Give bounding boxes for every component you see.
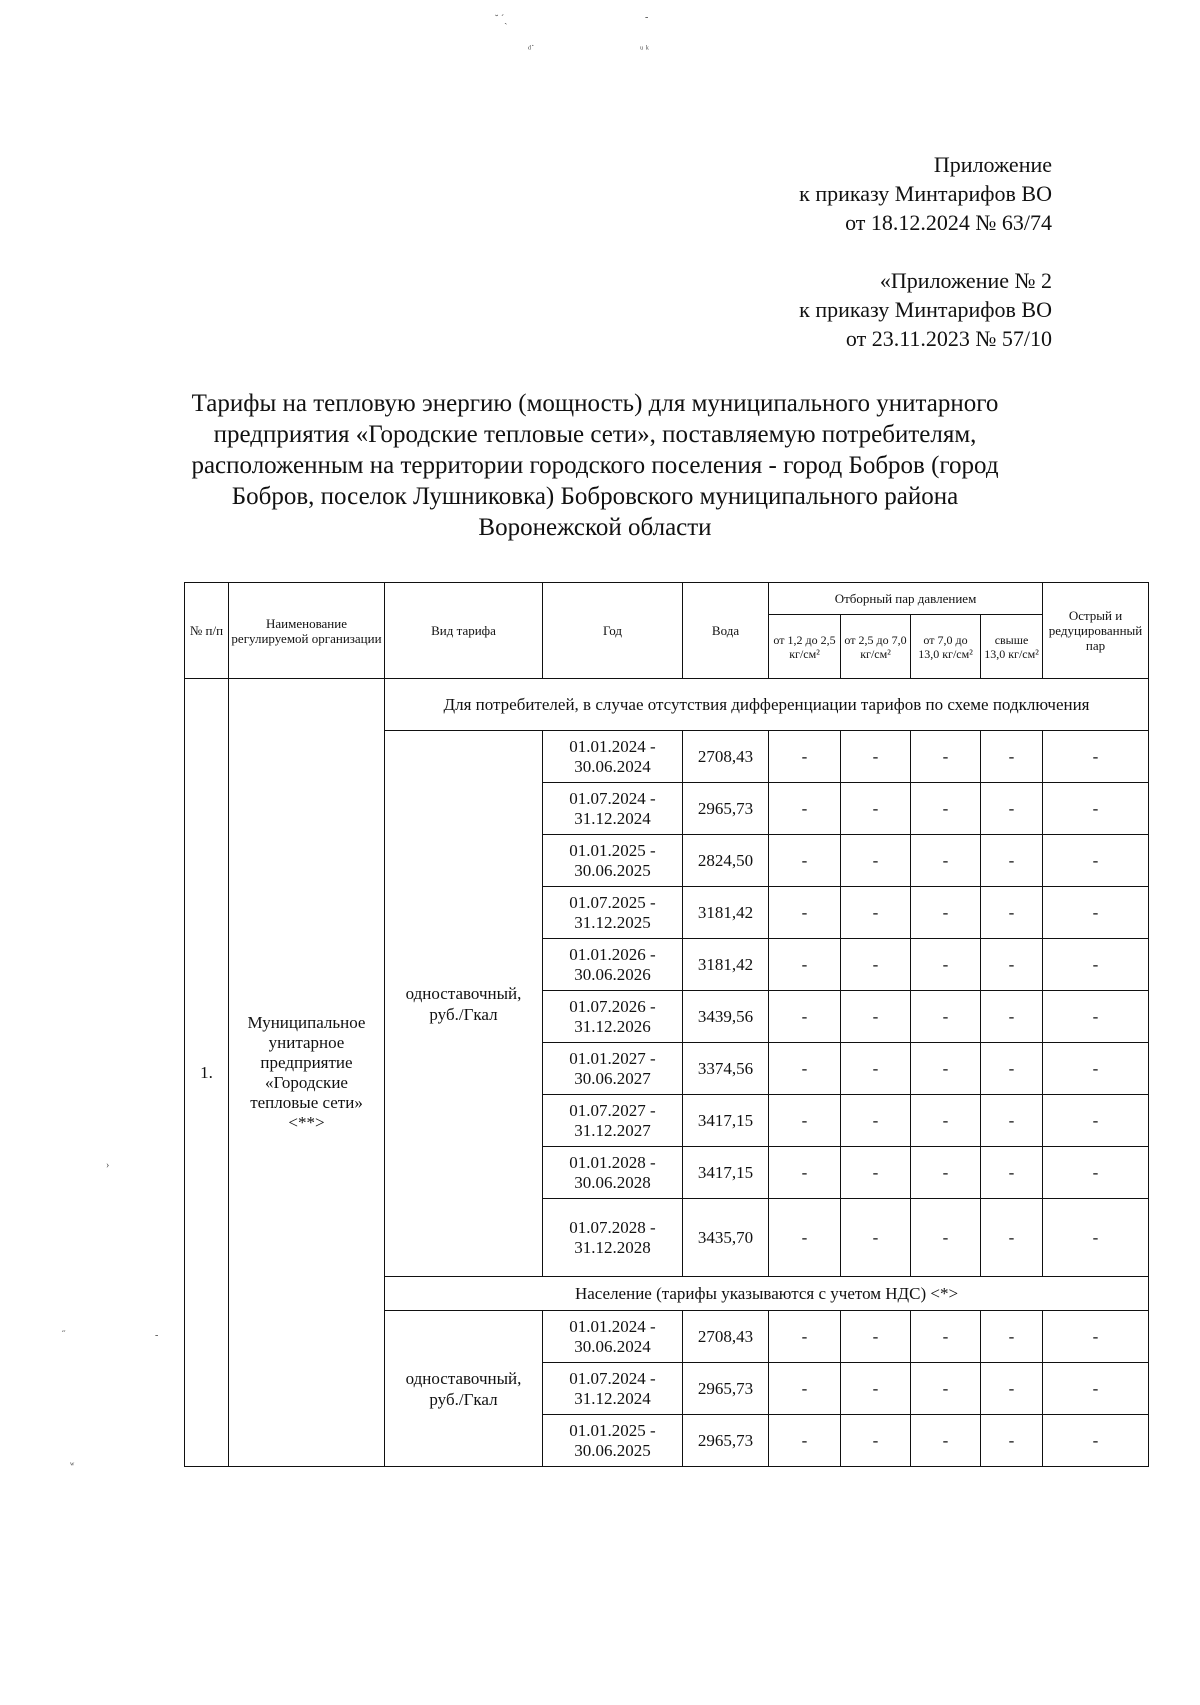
dash-cell: -	[769, 1147, 841, 1199]
water-value: 3435,70	[683, 1199, 769, 1277]
dash-cell: -	[911, 1415, 981, 1467]
header-line: «Приложение № 2	[879, 268, 1052, 293]
title-line: расположенным на территории городского поселения - город Бобров (город	[191, 452, 999, 479]
water-value: 3181,42	[683, 887, 769, 939]
dash-cell: -	[911, 887, 981, 939]
dash-cell: -	[1043, 1147, 1149, 1199]
dash-cell: -	[841, 1363, 911, 1415]
dash-cell: -	[981, 1363, 1043, 1415]
period-cell: 01.01.2027 - 30.06.2027	[543, 1043, 683, 1095]
dash-cell: -	[1043, 1043, 1149, 1095]
dash-cell: -	[769, 1043, 841, 1095]
dash-cell: -	[1043, 1415, 1149, 1467]
header-pressure-1: от 1,2 до 2,5 кг/см²	[769, 615, 841, 679]
dash-cell: -	[911, 939, 981, 991]
tariff-kind: одноставочный, руб./Гкал	[385, 731, 543, 1277]
water-value: 3417,15	[683, 1147, 769, 1199]
dash-cell: -	[841, 1147, 911, 1199]
period-cell: 01.07.2024 - 31.12.2024	[543, 1363, 683, 1415]
dash-cell: -	[1043, 887, 1149, 939]
dash-cell: -	[841, 991, 911, 1043]
dash-cell: -	[1043, 835, 1149, 887]
period-cell: 01.01.2025 - 30.06.2025	[543, 1415, 683, 1467]
water-value: 3181,42	[683, 939, 769, 991]
period-cell: 01.07.2027 - 31.12.2027	[543, 1095, 683, 1147]
dash-cell: -	[911, 1043, 981, 1095]
dash-cell: -	[841, 1199, 911, 1277]
dash-cell: -	[981, 887, 1043, 939]
dash-cell: -	[769, 835, 841, 887]
dash-cell: -	[911, 991, 981, 1043]
water-value: 2965,73	[683, 783, 769, 835]
dash-cell: -	[911, 1095, 981, 1147]
dash-cell: -	[1043, 1095, 1149, 1147]
water-value: 2708,43	[683, 731, 769, 783]
scan-speck: -	[645, 12, 649, 23]
dash-cell: -	[981, 939, 1043, 991]
dash-cell: -	[841, 939, 911, 991]
water-value: 3374,56	[683, 1043, 769, 1095]
dash-cell: -	[769, 731, 841, 783]
dash-cell: -	[981, 783, 1043, 835]
header-line: Приложение	[933, 152, 1052, 177]
dash-cell: -	[1043, 783, 1149, 835]
water-value: 2965,73	[683, 1363, 769, 1415]
dash-cell: -	[981, 835, 1043, 887]
appendix-reference	[799, 266, 1052, 353]
dash-cell: -	[981, 1043, 1043, 1095]
period-cell: 01.01.2025 - 30.06.2025	[543, 835, 683, 887]
header-pressure-3: от 7,0 до 13,0 кг/см²	[911, 615, 981, 679]
dash-cell: -	[981, 1095, 1043, 1147]
section-title: Население (тарифы указываются с учетом НДС) <*>	[385, 1277, 1149, 1311]
scan-speck: ˝	[62, 1330, 66, 1341]
dash-cell: -	[911, 1311, 981, 1363]
dash-cell: -	[841, 1415, 911, 1467]
scan-speck: ›	[106, 1160, 110, 1171]
dash-cell: -	[981, 1311, 1043, 1363]
dash-cell: -	[1043, 1363, 1149, 1415]
dash-cell: -	[981, 1415, 1043, 1467]
header-org: Наименование регулируемой организации	[229, 583, 385, 679]
dash-cell: -	[1043, 1311, 1149, 1363]
tariff-kind: одноставочный, руб./Гкал	[385, 1311, 543, 1467]
scan-speck: ᵘ ᵏ	[640, 44, 649, 55]
water-value: 3439,56	[683, 991, 769, 1043]
header-line: от 18.12.2024 № 63/74	[845, 210, 1052, 235]
header-line: от 23.11.2023 № 57/10	[845, 326, 1052, 351]
title-line: Бобров, поселок Лушниковка) Бобровского муниципального района	[231, 483, 959, 510]
header-line: к приказу Минтарифов ВО	[799, 181, 1052, 206]
header-line: к приказу Минтарифов ВО	[799, 297, 1052, 322]
dash-cell: -	[769, 1363, 841, 1415]
period-cell: 01.07.2025 - 31.12.2025	[543, 887, 683, 939]
header-pressure-2: от 2,5 до 7,0 кг/см²	[841, 615, 911, 679]
scan-speck: -	[155, 1330, 159, 1341]
scan-speck: ᵈ˙	[528, 44, 535, 55]
appendix-header	[799, 150, 1052, 237]
header-kind: Вид тарифа	[385, 583, 543, 679]
title-line: предприятия «Городские тепловые сети», поставляемую потребителям,	[213, 421, 977, 448]
tariff-table	[184, 582, 1149, 1467]
water-value: 3417,15	[683, 1095, 769, 1147]
dash-cell: -	[981, 1147, 1043, 1199]
dash-cell: -	[841, 887, 911, 939]
dash-cell: -	[1043, 991, 1149, 1043]
dash-cell: -	[769, 1415, 841, 1467]
dash-cell: -	[769, 783, 841, 835]
water-value: 2824,50	[683, 835, 769, 887]
dash-cell: -	[769, 1199, 841, 1277]
dash-cell: -	[841, 1311, 911, 1363]
dash-cell: -	[1043, 1199, 1149, 1277]
period-cell: 01.01.2026 - 30.06.2026	[543, 939, 683, 991]
section-row	[185, 679, 1149, 731]
dash-cell: -	[769, 1311, 841, 1363]
dash-cell: -	[841, 731, 911, 783]
title-line: Воронежской области	[478, 514, 712, 541]
dash-cell: -	[841, 783, 911, 835]
section-title: Для потребителей, в случае отсутствия дифференциации тарифов по схеме подключения	[385, 679, 1149, 731]
dash-cell: -	[769, 1095, 841, 1147]
header-steam-group: Отборный пар давлением	[769, 583, 1043, 615]
dash-cell: -	[841, 1095, 911, 1147]
scan-speck: ʷ	[70, 1460, 75, 1471]
header-water: Вода	[683, 583, 769, 679]
water-value: 2708,43	[683, 1311, 769, 1363]
dash-cell: -	[911, 1363, 981, 1415]
dash-cell: -	[841, 1043, 911, 1095]
dash-cell: -	[981, 731, 1043, 783]
dash-cell: -	[911, 731, 981, 783]
water-value: 2965,73	[683, 1415, 769, 1467]
dash-cell: -	[911, 1147, 981, 1199]
dash-cell: -	[911, 1199, 981, 1277]
dash-cell: -	[1043, 731, 1149, 783]
row-number: 1.	[185, 679, 229, 1467]
title-line: Тарифы на тепловую энергию (мощность) для муниципального унитарного	[191, 390, 999, 417]
header-sharp-steam: Острый и редуцированный пар	[1043, 583, 1149, 679]
organization-name: Муниципальное унитарное предприятие «Городские тепловые сети» <**>	[229, 679, 385, 1467]
period-cell: 01.01.2028 - 30.06.2028	[543, 1147, 683, 1199]
period-cell: 01.01.2024 - 30.06.2024	[543, 1311, 683, 1363]
period-cell: 01.07.2028 - 31.12.2028	[543, 1199, 683, 1277]
dash-cell: -	[1043, 939, 1149, 991]
dash-cell: -	[841, 835, 911, 887]
scan-speck: ˘ ´ˏ	[495, 14, 508, 25]
dash-cell: -	[769, 939, 841, 991]
period-cell: 01.07.2026 - 31.12.2026	[543, 991, 683, 1043]
header-num: № п/п	[185, 583, 229, 679]
dash-cell: -	[981, 991, 1043, 1043]
document-title	[160, 388, 1030, 543]
dash-cell: -	[981, 1199, 1043, 1277]
period-cell: 01.07.2024 - 31.12.2024	[543, 783, 683, 835]
dash-cell: -	[911, 835, 981, 887]
period-cell: 01.01.2024 - 30.06.2024	[543, 731, 683, 783]
dash-cell: -	[769, 887, 841, 939]
header-year: Год	[543, 583, 683, 679]
dash-cell: -	[769, 991, 841, 1043]
dash-cell: -	[911, 783, 981, 835]
header-pressure-4: свыше 13,0 кг/см²	[981, 615, 1043, 679]
